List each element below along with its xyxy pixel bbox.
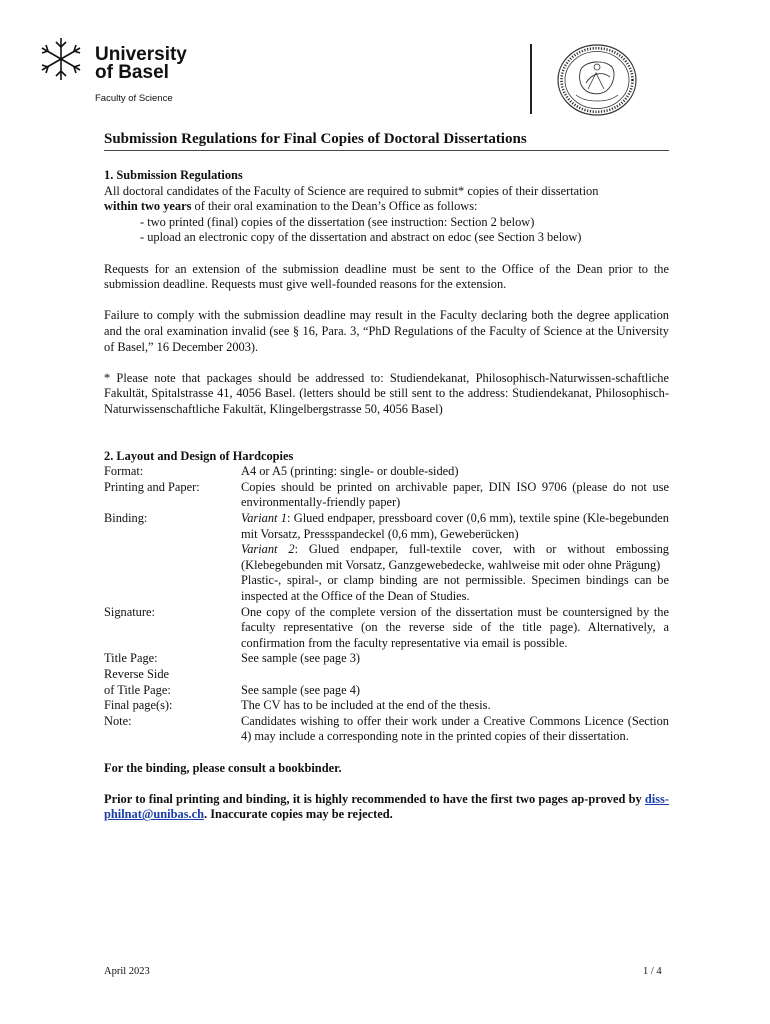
note-label: Note: <box>104 713 132 728</box>
reverse-side-value: See sample (see page 4) <box>241 682 361 697</box>
table-row <box>104 667 669 698</box>
section-2-heading: 2. Layout and Design of Hardcopies <box>104 448 294 463</box>
footer-date: April 2023 <box>104 966 150 977</box>
layout-spec-table <box>104 464 669 745</box>
list-item: - upload an electronic copy of the dissertation and abstract on edoc (see Section 3 below) <box>140 230 582 245</box>
final-pages-label: Final page(s): <box>104 698 173 713</box>
table-row <box>104 651 669 667</box>
table-row <box>104 464 669 480</box>
printing-value: Copies should be printed on archivable paper, DIN ISO 9706 (please do not use environmentally-friendly paper) <box>241 479 669 510</box>
printing-label: Printing and Paper: <box>104 479 200 494</box>
submission-list <box>104 215 669 246</box>
signature-label: Signature: <box>104 604 155 619</box>
faculty-name: Faculty of Science <box>95 93 173 104</box>
document-body <box>104 168 669 823</box>
binding-value <box>241 511 669 605</box>
title-underline <box>104 150 669 151</box>
table-row <box>104 480 669 511</box>
page-number: 1 / 4 <box>643 966 662 977</box>
address-note-paragraph: * Please note that packages should be addressed to: Studiendekanat, Philosophisch-Naturwissen-schaftliche Fakultät, Spitalstrasse 41, 4056 Basel. (letters should be still sent to the address: Studiendekanat, Philosophisch-Naturwissenschaftliche Fakultät, Klingelbergstrasse 50, 4056 Basel) <box>104 370 669 416</box>
title-page-label: Title Page: <box>104 651 158 666</box>
extension-paragraph: Requests for an extension of the submission deadline must be sent to the Office of the Dean prior to the submission deadline. Requests must give well-founded reasons for the extension. <box>104 261 669 292</box>
binding-variant-2: Variant 2: Glued endpaper, full-textile cover, with or without embossing (Klebegebunden mit Vorsatz, Ganzgewebedecke, wahlweise mit oder ohne Prägung) <box>241 542 669 572</box>
section-1-heading: 1. Submission Regulations <box>104 168 243 182</box>
list-item: - two printed (final) copies of the dissertation (see instruction: Section 2 below) <box>140 214 535 229</box>
page-title: Submission Regulations for Final Copies of Doctoral Dissertations <box>104 131 527 147</box>
note-value: Candidates wishing to offer their work under a Creative Commons Licence (Section 4) may include a corresponding note in the printed copies of their dissertation. <box>241 713 669 744</box>
title-page-value: See sample (see page 3) <box>241 651 361 666</box>
table-row <box>104 511 669 605</box>
format-label: Format: <box>104 464 144 479</box>
table-row <box>104 605 669 652</box>
binding-note: Plastic-, spiral-, or clamp binding are not permissible. Specimen bindings can be inspected at the Office of the Dean of Studies. <box>241 573 669 604</box>
format-value: A4 or A5 (printing: single- or double-sided) <box>241 464 459 479</box>
university-name-line2: of Basel <box>95 62 169 83</box>
binding-label: Binding: <box>104 511 148 526</box>
binding-variant-1: Variant 1: Glued endpaper, pressboard cover (0,6 mm), textile spine (Kle-begebunden mit Vorsatz, Pressspandeckel (0,6 mm), Geweberücken) <box>241 511 669 541</box>
table-row <box>104 714 669 745</box>
approval-note: Prior to final printing and binding, it is highly recommended to have the first two pages ap-proved by diss-philnat@unibas.ch. Inaccurate copies may be rejected. <box>104 791 669 822</box>
university-seal-icon <box>556 43 638 117</box>
snowflake-logo-icon <box>36 36 86 82</box>
university-name-line1: University <box>95 44 187 65</box>
table-row <box>104 698 669 714</box>
failure-paragraph: Failure to comply with the submission deadline may result in the Faculty declaring both the degree application and the oral examination invalid (see § 16, Para. 3, “PhD Regulations of the Faculty of Science at the University of Basel,” 16 December 2003). <box>104 308 669 354</box>
header-divider <box>530 44 532 114</box>
bookbinder-note: For the binding, please consult a bookbinder. <box>104 760 342 775</box>
reverse-side-label: Reverse Side of Title Page: <box>104 667 171 697</box>
signature-value: One copy of the complete version of the dissertation must be countersigned by the faculty representative (on the reverse side of the title page). Alternatively, a confirmation from the faculty representative via email is possible. <box>241 604 669 650</box>
email-link[interactable]: diss-philnat@unibas.ch <box>104 791 669 822</box>
section-1-intro: All doctoral candidates of the Faculty of Science are required to submit* copies of their dissertation within two years of their oral examination to the Dean’s Office as follows: <box>104 183 599 214</box>
final-pages-value: The CV has to be included at the end of the thesis. <box>241 698 491 713</box>
